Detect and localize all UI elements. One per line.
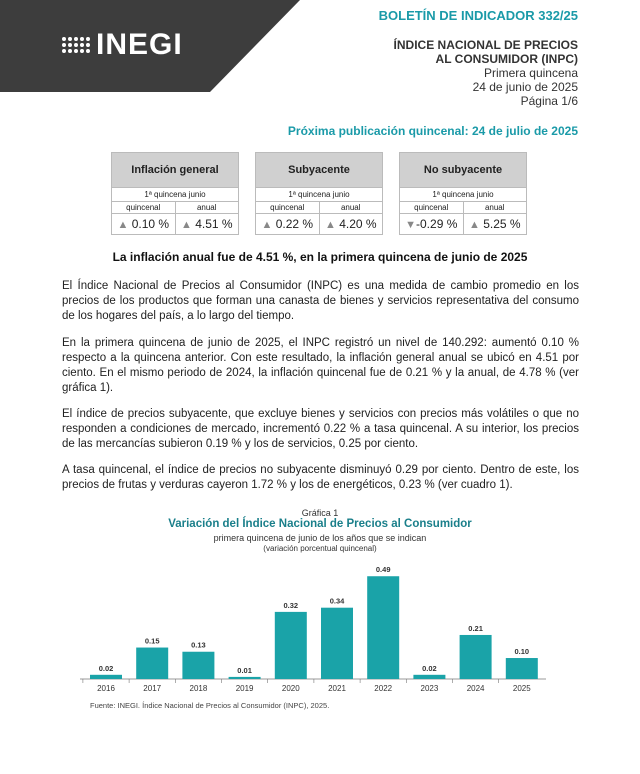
indicator-period: 1ª quincena junio [400, 187, 526, 201]
category-label-2025: 2025 [512, 684, 531, 693]
indicator-boxes [111, 152, 527, 235]
category-label-2021: 2021 [328, 684, 346, 693]
col-quincenal: quincenal [112, 202, 176, 213]
indicator-period: 1ª quincena junio [256, 187, 382, 201]
col-quincenal: quincenal [400, 202, 464, 213]
doc-date: 24 de junio de 2025 [472, 80, 578, 94]
arrow-up-icon: ▲ [468, 219, 480, 231]
doc-period: Primera quincena [483, 66, 578, 80]
bar-2018 [182, 652, 214, 679]
value-quincenal: ▼-0.29 % [400, 214, 464, 234]
paragraph-2: En la primera quincena de junio de 2025, el INPC registró un nivel de 140.292: aumentó 0.10 % respecto a la quincena anterior. Con este resultado, la inflación general anual se ubicó en 4.51 por ciento. En el mismo periodo de 2024, la inflación quincenal fue de 0.21 % y la anual, de 4.78 % (ver gráfica 1). [62, 337, 579, 394]
indicator-title: Subyacente [256, 153, 382, 187]
arrow-up-icon: ▲ [180, 219, 192, 231]
bulletin-number: BOLETÍN DE INDICADOR 332/25 [378, 8, 578, 23]
value-anual: ▲ 4.20 % [324, 217, 377, 231]
category-label-2022: 2022 [374, 684, 393, 693]
chart-title: Variación del Índice Nacional de Precios al Consumidor [168, 518, 472, 530]
category-label-2020: 2020 [281, 684, 300, 693]
indicator-subyacente [255, 152, 383, 235]
bar-2020 [275, 612, 307, 679]
arrow-down-icon: ▼ [405, 219, 417, 231]
value-label-2016: 0.02 [98, 663, 114, 673]
doc-title-line2: AL CONSUMIDOR (INPC) [435, 52, 578, 66]
logo-dots-icon [62, 37, 90, 53]
bar-chart [62, 562, 562, 698]
bar-2022 [367, 576, 399, 679]
chart-source: Fuente: INEGI. Índice Nacional de Precios al Consumidor (INPC), 2025. [90, 701, 330, 710]
document-header [394, 38, 578, 108]
bar-2023 [413, 675, 445, 679]
value-label-2022: 0.49 [375, 565, 391, 575]
value-label-2018: 0.13 [191, 640, 206, 650]
doc-title-line1: ÍNDICE NACIONAL DE PRECIOS [393, 38, 578, 52]
col-anual: anual [484, 203, 505, 212]
paragraph-4: A tasa quincenal, el índice de precios no subyacente disminuyó 0.29 por ciento. Dentro de este, los precios de frutas y verduras cayeron 1.72 % y los de energéticos, 0.23 % (ver cuadro 1). [62, 464, 579, 491]
bar-2019 [229, 677, 261, 679]
value-label-2023: 0.02 [422, 663, 437, 673]
indicator-no-subyacente [399, 152, 527, 235]
col-quincenal: quincenal [256, 202, 320, 213]
value-label-2025: 0.10 [514, 647, 530, 657]
category-label-2018: 2018 [189, 684, 208, 693]
doc-page: Página 1/6 [520, 94, 578, 108]
category-label-2016: 2016 [97, 684, 115, 693]
indicator-period: 1ª quincena junio [112, 187, 238, 201]
value-quincenal: ▲ 0.22 % [256, 214, 320, 234]
col-anual: anual [196, 203, 217, 212]
category-label-2023: 2023 [420, 684, 439, 693]
chart-subtitle-2: (variación porcentual quincenal) [263, 544, 377, 553]
chart-label: Gráfica 1 [301, 508, 339, 518]
col-anual: anual [340, 203, 361, 212]
indicator-title: Inflación general [112, 153, 238, 187]
value-label-2020: 0.32 [283, 600, 299, 610]
value-label-2021: 0.34 [329, 596, 345, 606]
bar-2017 [136, 648, 168, 679]
bar-2016 [90, 675, 122, 679]
headline: La inflación anual fue de 4.51 %, en la primera quincena de junio de 2025 [112, 250, 528, 264]
category-label-2019: 2019 [235, 684, 254, 693]
paragraph-1: El Índice Nacional de Precios al Consumidor (INPC) es una medida de cambio promedio en los precios de los productos que forman una canasta de bienes y servicios representativa del consumo de los hogares del país, a lo largo del tiempo. [62, 280, 579, 322]
arrow-up-icon: ▲ [117, 219, 129, 231]
arrow-up-icon: ▲ [261, 219, 273, 231]
value-anual: ▲ 5.25 % [468, 217, 521, 231]
arrow-up-icon: ▲ [324, 219, 336, 231]
value-label-2017: 0.15 [144, 636, 160, 646]
bar-2024 [460, 635, 492, 679]
inegi-logo [62, 28, 183, 62]
category-label-2024: 2024 [466, 684, 485, 693]
logo-text: INEGI [96, 28, 183, 61]
bar-2025 [506, 658, 538, 679]
value-label-2019: 0.01 [237, 665, 252, 675]
bar-2021 [321, 608, 353, 679]
chart-subtitle: primera quincena de junio de los años que se indican [213, 533, 427, 543]
value-anual: ▲ 4.51 % [180, 217, 233, 231]
paragraph-3: El índice de precios subyacente, que excluye bienes y servicios con precios más volátiles o que no responden a condiciones de mercado, incrementó 0.22 % a tasa quincenal. A su interior, los precios de las mercancías subieron 0.19 % y los de servicios, 0.25 por ciento. [62, 408, 579, 450]
value-quincenal: ▲ 0.10 % [112, 214, 176, 234]
next-publication: Próxima publicación quincenal: 24 de julio de 2025 [287, 124, 578, 138]
value-label-2024: 0.21 [468, 623, 483, 633]
indicator-title: No subyacente [400, 153, 526, 187]
indicator-general [111, 152, 239, 235]
category-label-2017: 2017 [143, 684, 162, 693]
